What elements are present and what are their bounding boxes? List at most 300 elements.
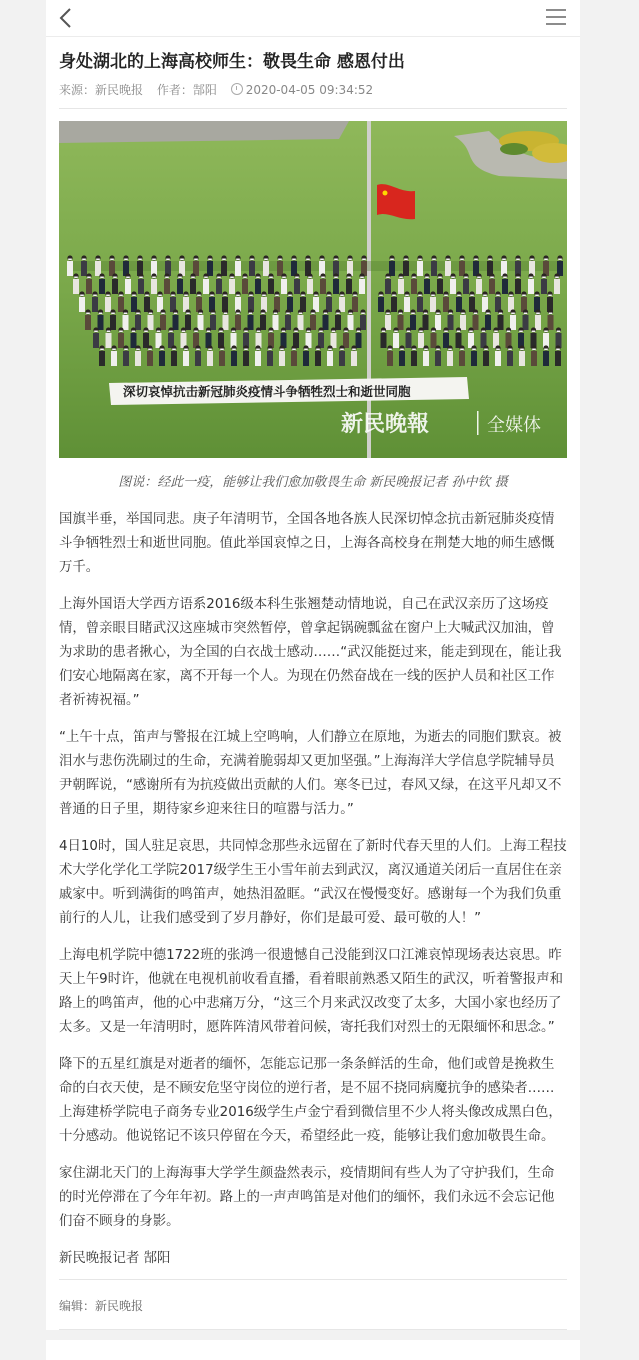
crowd-person-mask — [348, 259, 352, 261]
crowd-person — [219, 351, 225, 366]
crowd-person-mask — [472, 349, 476, 351]
crowd-person — [339, 297, 345, 312]
crowd-person-mask — [161, 313, 165, 315]
crowd-person-mask — [157, 331, 161, 333]
crowd-person — [110, 315, 116, 330]
crowd-person — [105, 297, 111, 312]
crowd-person — [273, 315, 279, 330]
crowd-person-mask — [484, 349, 488, 351]
crowd-person — [177, 279, 183, 294]
crowd-person-mask — [444, 295, 448, 297]
crowd-person-mask — [558, 259, 562, 261]
article-body — [59, 508, 567, 1284]
crowd-person-mask — [132, 331, 136, 333]
crowd-person — [531, 351, 537, 366]
crowd-person — [485, 315, 491, 330]
crowd-person-mask — [499, 313, 503, 315]
meta-divider — [59, 108, 567, 109]
crowd-person-mask — [194, 259, 198, 261]
crowd-person-mask — [191, 277, 195, 279]
crowd-person — [435, 315, 441, 330]
article-meta — [59, 80, 567, 100]
crowd-person-mask — [295, 277, 299, 279]
crowd-person-mask — [110, 259, 114, 261]
crowd-person-mask — [232, 331, 236, 333]
crowd-person-mask — [148, 349, 152, 351]
crowd-person-mask — [334, 277, 338, 279]
crowd-person-mask — [152, 277, 156, 279]
crowd-person-mask — [352, 349, 356, 351]
crowd-person-mask — [87, 277, 91, 279]
crowd-person-mask — [469, 331, 473, 333]
crowd-person — [86, 279, 92, 294]
crowd-person — [502, 279, 508, 294]
crowd-person — [160, 315, 166, 330]
crowd-person — [417, 261, 423, 276]
crowd-person — [285, 315, 291, 330]
crowd-person — [403, 261, 409, 276]
banner-text: 深切哀悼抗击新冠肺炎疫情斗争牺牲烈士和逝世同胞 — [123, 384, 411, 399]
crowd-person — [173, 315, 179, 330]
crowd-person — [456, 297, 462, 312]
crowd-person-mask — [349, 313, 353, 315]
crowd-person — [198, 315, 204, 330]
crowd-person — [148, 315, 154, 330]
crowd-person-mask — [292, 349, 296, 351]
crowd-person — [410, 315, 416, 330]
crowd-person-mask — [223, 295, 227, 297]
crowd-person-mask — [516, 259, 520, 261]
crowd-person-mask — [144, 331, 148, 333]
crowd-person — [263, 261, 269, 276]
crowd-person-mask — [340, 295, 344, 297]
crowd-person — [277, 261, 283, 276]
crowd-person-mask — [530, 259, 534, 261]
crowd-person — [437, 279, 443, 294]
article-paragraph: “上午十点，笛声与警报在江城上空鸣响，人们静立在原地，为逝去的同胞们默哀。被泪水与悲伤洗刷过的生命，充满着脆弱却又更加坚强。”上海海洋大学信息学院辅导员尹朝晖说，“感谢所有为抗疫做出贡献的人们。寒冬已过，春风又绿，在这平凡却又不普通的日子里，期待家乡迎来往日的喧嚣与活力。” — [59, 730, 562, 817]
crowd-person — [281, 279, 287, 294]
crowd-person — [450, 279, 456, 294]
crowd-person — [85, 315, 91, 330]
crowd-person — [95, 261, 101, 276]
watermark-suffix: 全媒体 — [487, 415, 541, 436]
crowd-person-mask — [314, 295, 318, 297]
crowd-person — [443, 333, 449, 348]
crowd-person — [393, 333, 399, 348]
crowd-person — [387, 351, 393, 366]
crowd-person-mask — [464, 277, 468, 279]
crowd-person — [459, 261, 465, 276]
crowd-person-mask — [470, 295, 474, 297]
crowd-person — [207, 261, 213, 276]
crowd-person — [260, 315, 266, 330]
crowd-person-mask — [261, 313, 265, 315]
crowd-person-mask — [282, 277, 286, 279]
crowd-person — [131, 297, 137, 312]
crowd-person — [307, 279, 313, 294]
article-paragraph: 降下的五星红旗是对逝者的缅怀，怎能忘记那一条条鲜活的生命，他们或曾是挽救生命的白衣天使，是不顾安危坚守岗位的逆行者，是不屈不挠同病魔抗争的感染者……上海建桥学院电子商务专业2016级学生卢金宁看到微信里不少人将头像改成黑白色，十分感动。他说铭记不该只停留在今天，希望经此一疫，能够让我们愈加敬畏生命。 — [59, 1057, 562, 1144]
crowd-person-mask — [432, 259, 436, 261]
crowd-person — [223, 315, 229, 330]
crowd-person-mask — [535, 295, 539, 297]
crowd-person — [81, 261, 87, 276]
crowd-person-mask — [269, 331, 273, 333]
crowd-person-mask — [280, 349, 284, 351]
crowd-person-mask — [158, 295, 162, 297]
crowd-person — [125, 279, 131, 294]
crowd-person-mask — [394, 331, 398, 333]
crowd-person-mask — [460, 349, 464, 351]
crowd-person — [267, 351, 273, 366]
crowd-person-mask — [400, 349, 404, 351]
crowd-person-mask — [165, 277, 169, 279]
article-source: 来源：新民晚报 — [59, 83, 144, 97]
crowd-person-mask — [107, 331, 111, 333]
crowd-person — [411, 279, 417, 294]
crowd-person — [248, 315, 254, 330]
next-content-card — [46, 1340, 580, 1360]
crowd-person — [79, 297, 85, 312]
crowd-person-mask — [532, 349, 536, 351]
crowd-person — [164, 279, 170, 294]
crowd-person-mask — [460, 259, 464, 261]
crowd-person-mask — [268, 349, 272, 351]
crowd-person — [507, 351, 513, 366]
crowd-person-mask — [448, 349, 452, 351]
crowd-person — [385, 279, 391, 294]
crowd-person-mask — [106, 295, 110, 297]
crowd-person-mask — [171, 295, 175, 297]
crowd-person-mask — [519, 331, 523, 333]
crowd-person — [343, 333, 349, 348]
crowd-person — [519, 351, 525, 366]
crowd-person — [243, 351, 249, 366]
crowd-person — [430, 297, 436, 312]
crowd-person-mask — [294, 331, 298, 333]
crowd-person-mask — [236, 295, 240, 297]
crowd-person — [391, 297, 397, 312]
crowd-person — [229, 279, 235, 294]
crowd-person-mask — [119, 295, 123, 297]
crowd-person — [138, 279, 144, 294]
crowd-person-mask — [274, 313, 278, 315]
crowd-person — [398, 279, 404, 294]
crowd-person — [360, 315, 366, 330]
crowd-person-mask — [548, 295, 552, 297]
crowd-person — [210, 315, 216, 330]
crowd-person-mask — [544, 349, 548, 351]
crowd-person-mask — [392, 295, 396, 297]
crowd-person — [93, 333, 99, 348]
crowd-person-mask — [520, 349, 524, 351]
article-photo[interactable] — [59, 121, 567, 458]
crowd-person-mask — [113, 277, 117, 279]
crowd-person — [510, 315, 516, 330]
crowd-person-mask — [278, 259, 282, 261]
crowd-person — [190, 279, 196, 294]
crowd-person — [431, 261, 437, 276]
crowd-person-mask — [210, 295, 214, 297]
crowd-person — [123, 315, 129, 330]
crowd-person-mask — [536, 313, 540, 315]
crowd-person-mask — [301, 295, 305, 297]
article-editor: 编辑：新民晚报 — [59, 1299, 144, 1313]
crowd-person-mask — [436, 349, 440, 351]
crowd-person-mask — [399, 313, 403, 315]
crowd-person-mask — [184, 295, 188, 297]
crowd-person-mask — [457, 331, 461, 333]
crowd-person-mask — [516, 277, 520, 279]
crowd-person-mask — [486, 313, 490, 315]
crowd-person-mask — [217, 277, 221, 279]
crowd-person — [351, 351, 357, 366]
crowd-person — [67, 261, 73, 276]
crowd-person — [471, 351, 477, 366]
crowd-person — [143, 333, 149, 348]
crowd-person — [310, 315, 316, 330]
crowd-person-mask — [474, 313, 478, 315]
crowd-person — [423, 351, 429, 366]
crowd-person-mask — [532, 331, 536, 333]
crowd-person — [249, 261, 255, 276]
crowd-person — [456, 333, 462, 348]
crowd-person-mask — [347, 277, 351, 279]
crowd-person — [447, 351, 453, 366]
crowd-person — [326, 297, 332, 312]
crowd-person-mask — [244, 331, 248, 333]
crowd-person-mask — [412, 349, 416, 351]
crowd-person-mask — [431, 295, 435, 297]
crowd-person-mask — [136, 313, 140, 315]
article-paragraph: 国旗半垂，举国同悲。庚子年清明节，全国各地各族人民深切悼念抗击新冠肺炎疫情斗争牺牲烈士和逝世同胞。值此举国哀悼之日，上海各高校身在荆楚大地的师生感慨万千。 — [59, 512, 555, 575]
crowd-person-mask — [169, 331, 173, 333]
crowd-person — [339, 351, 345, 366]
crowd-person-mask — [119, 331, 123, 333]
crowd-person-mask — [269, 277, 273, 279]
crowd-person — [483, 351, 489, 366]
crowd-person-mask — [249, 313, 253, 315]
crowd-person-mask — [264, 259, 268, 261]
crowd-person-mask — [418, 295, 422, 297]
crowd-person — [118, 297, 124, 312]
crowd-person — [151, 279, 157, 294]
crowd-person-mask — [178, 277, 182, 279]
article-author: 作者：郜阳 — [156, 83, 217, 97]
crowd-person — [541, 279, 547, 294]
crowd-person-mask — [474, 259, 478, 261]
crowd-person — [346, 279, 352, 294]
watermark-brand: 新民晚報 — [341, 411, 430, 437]
article-title: 身处湖北的上海高校师生：敬畏生命 感恩付出 — [59, 52, 405, 72]
crowd-person-mask — [482, 331, 486, 333]
crowd-person-mask — [307, 331, 311, 333]
crowd-person-mask — [244, 349, 248, 351]
crowd-person-mask — [308, 277, 312, 279]
crowd-person-mask — [357, 331, 361, 333]
crowd-person-mask — [93, 295, 97, 297]
crowd-person — [385, 315, 391, 330]
crowd-person — [348, 315, 354, 330]
crowd-person — [195, 351, 201, 366]
crowd-person-mask — [86, 313, 90, 315]
crowd-person-mask — [199, 313, 203, 315]
crowd-person-mask — [100, 349, 104, 351]
back-button[interactable] — [56, 6, 78, 30]
crowd-person — [463, 279, 469, 294]
crowd-person-mask — [232, 349, 236, 351]
crowd-person-mask — [80, 295, 84, 297]
crowd-person — [495, 351, 501, 366]
crowd-person-mask — [425, 277, 429, 279]
crowd-person — [431, 333, 437, 348]
crowd-person-mask — [361, 313, 365, 315]
crowd-person — [111, 351, 117, 366]
crowd-person-mask — [424, 349, 428, 351]
crowd-person-mask — [438, 277, 442, 279]
crowd-person — [435, 351, 441, 366]
crowd-person-mask — [149, 313, 153, 315]
crowd-person-mask — [490, 277, 494, 279]
crowd-person-mask — [139, 277, 143, 279]
crowd-person-mask — [344, 331, 348, 333]
crowd-person — [221, 261, 227, 276]
crowd-person — [448, 315, 454, 330]
crowd-person — [291, 351, 297, 366]
crowd-person-mask — [249, 295, 253, 297]
crowd-person — [445, 261, 451, 276]
crowd-person-mask — [557, 331, 561, 333]
crowd-person-mask — [299, 313, 303, 315]
crowd-person — [159, 351, 165, 366]
crowd-person-mask — [208, 259, 212, 261]
crowd-person-mask — [328, 349, 332, 351]
crowd-person — [235, 315, 241, 330]
crowd-person — [255, 351, 261, 366]
menu-button[interactable] — [546, 8, 566, 26]
crowd-person-mask — [340, 349, 344, 351]
crowd-person-mask — [262, 295, 266, 297]
crowd-person — [469, 297, 475, 312]
crowd-person — [216, 279, 222, 294]
top-navigation-bar — [46, 0, 580, 37]
crowd-person — [523, 315, 529, 330]
crowd-person-mask — [405, 295, 409, 297]
crowd-person — [106, 333, 112, 348]
chevron-left-icon — [56, 6, 78, 30]
crowd-person-mask — [327, 295, 331, 297]
crowd-person-mask — [124, 313, 128, 315]
crowd-person-mask — [126, 277, 130, 279]
crowd-person — [231, 351, 237, 366]
crowd-person-mask — [524, 313, 528, 315]
crowd-person — [423, 315, 429, 330]
crowd-person-mask — [197, 295, 201, 297]
crowd-person-mask — [399, 277, 403, 279]
crowd-person — [331, 333, 337, 348]
crowd-person-mask — [82, 259, 86, 261]
crowd-person-mask — [94, 331, 98, 333]
crowd-person — [242, 279, 248, 294]
crowd-person-mask — [424, 313, 428, 315]
crowd-person-mask — [292, 259, 296, 261]
crowd-person-mask — [353, 295, 357, 297]
crowd-person-mask — [321, 277, 325, 279]
crowd-person — [473, 315, 479, 330]
crowd-person — [460, 315, 466, 330]
crowd-person-mask — [386, 313, 390, 315]
crowd-person — [399, 351, 405, 366]
crowd-person-mask — [477, 277, 481, 279]
crowd-person-mask — [138, 259, 142, 261]
crowd-person — [298, 315, 304, 330]
crowd-person — [207, 351, 213, 366]
crowd-person-mask — [145, 295, 149, 297]
crowd-person-mask — [508, 349, 512, 351]
crowd-person — [92, 297, 98, 312]
crowd-person-mask — [419, 331, 423, 333]
crowd-person-mask — [204, 277, 208, 279]
crowd-person-mask — [224, 313, 228, 315]
crowd-person-mask — [316, 349, 320, 351]
crowd-person — [476, 279, 482, 294]
crowd-person-mask — [74, 277, 78, 279]
crowd-person-mask — [236, 313, 240, 315]
crowd-person-mask — [211, 313, 215, 315]
crowd-person — [515, 279, 521, 294]
crowd-person-mask — [243, 277, 247, 279]
crowd-person — [118, 333, 124, 348]
crowd-person-mask — [411, 313, 415, 315]
crowd-person-mask — [152, 259, 156, 261]
crowd-person — [528, 279, 534, 294]
crowd-person-mask — [100, 277, 104, 279]
article-page — [46, 0, 580, 1330]
crowd-person-mask — [320, 259, 324, 261]
crowd-person-mask — [230, 277, 234, 279]
crowd-person-mask — [186, 313, 190, 315]
crowd-person-mask — [124, 349, 128, 351]
crowd-person-mask — [275, 295, 279, 297]
crowd-person — [417, 297, 423, 312]
crowd-person — [279, 351, 285, 366]
crowd-person-mask — [124, 259, 128, 261]
article-paragraph: 上海外国语大学西方语系2016级本科生张翘楚动情地说，自己在武汉亲历了这场疫情，曾亲眼目睹武汉这座城市突然暂停，曾拿起锅碗瓢盆在窗户上大喊武汉加油，曾为求助的患者揪心，为全国的白衣战士感动……“武汉能挺过来，能走到现在，能让我们安心地隔离在家，离不开每一个人。为现在仍然奋战在一线的医护人员和社区工作者祈祷祝福。” — [59, 597, 562, 708]
crowd-person-mask — [360, 277, 364, 279]
crowd-person — [459, 351, 465, 366]
crowd-person — [335, 315, 341, 330]
crowd-person — [320, 279, 326, 294]
crowd-person-mask — [412, 277, 416, 279]
crowd-person — [135, 315, 141, 330]
crowd-person-mask — [184, 349, 188, 351]
crowd-person — [203, 279, 209, 294]
crowd-person-mask — [446, 259, 450, 261]
crowd-person-mask — [324, 313, 328, 315]
crowd-person — [389, 261, 395, 276]
crowd-person-mask — [256, 349, 260, 351]
crowd-person-mask — [544, 259, 548, 261]
crowd-person-mask — [556, 349, 560, 351]
crowd-person — [555, 351, 561, 366]
footer-divider — [59, 1279, 567, 1280]
crowd-person — [123, 351, 129, 366]
crowd-person-mask — [132, 295, 136, 297]
crowd-person-mask — [111, 313, 115, 315]
crowd-person-mask — [382, 331, 386, 333]
crowd-person-mask — [542, 277, 546, 279]
article-byline: 新民晚报记者 郜阳 — [59, 1251, 171, 1266]
crowd-person — [543, 351, 549, 366]
